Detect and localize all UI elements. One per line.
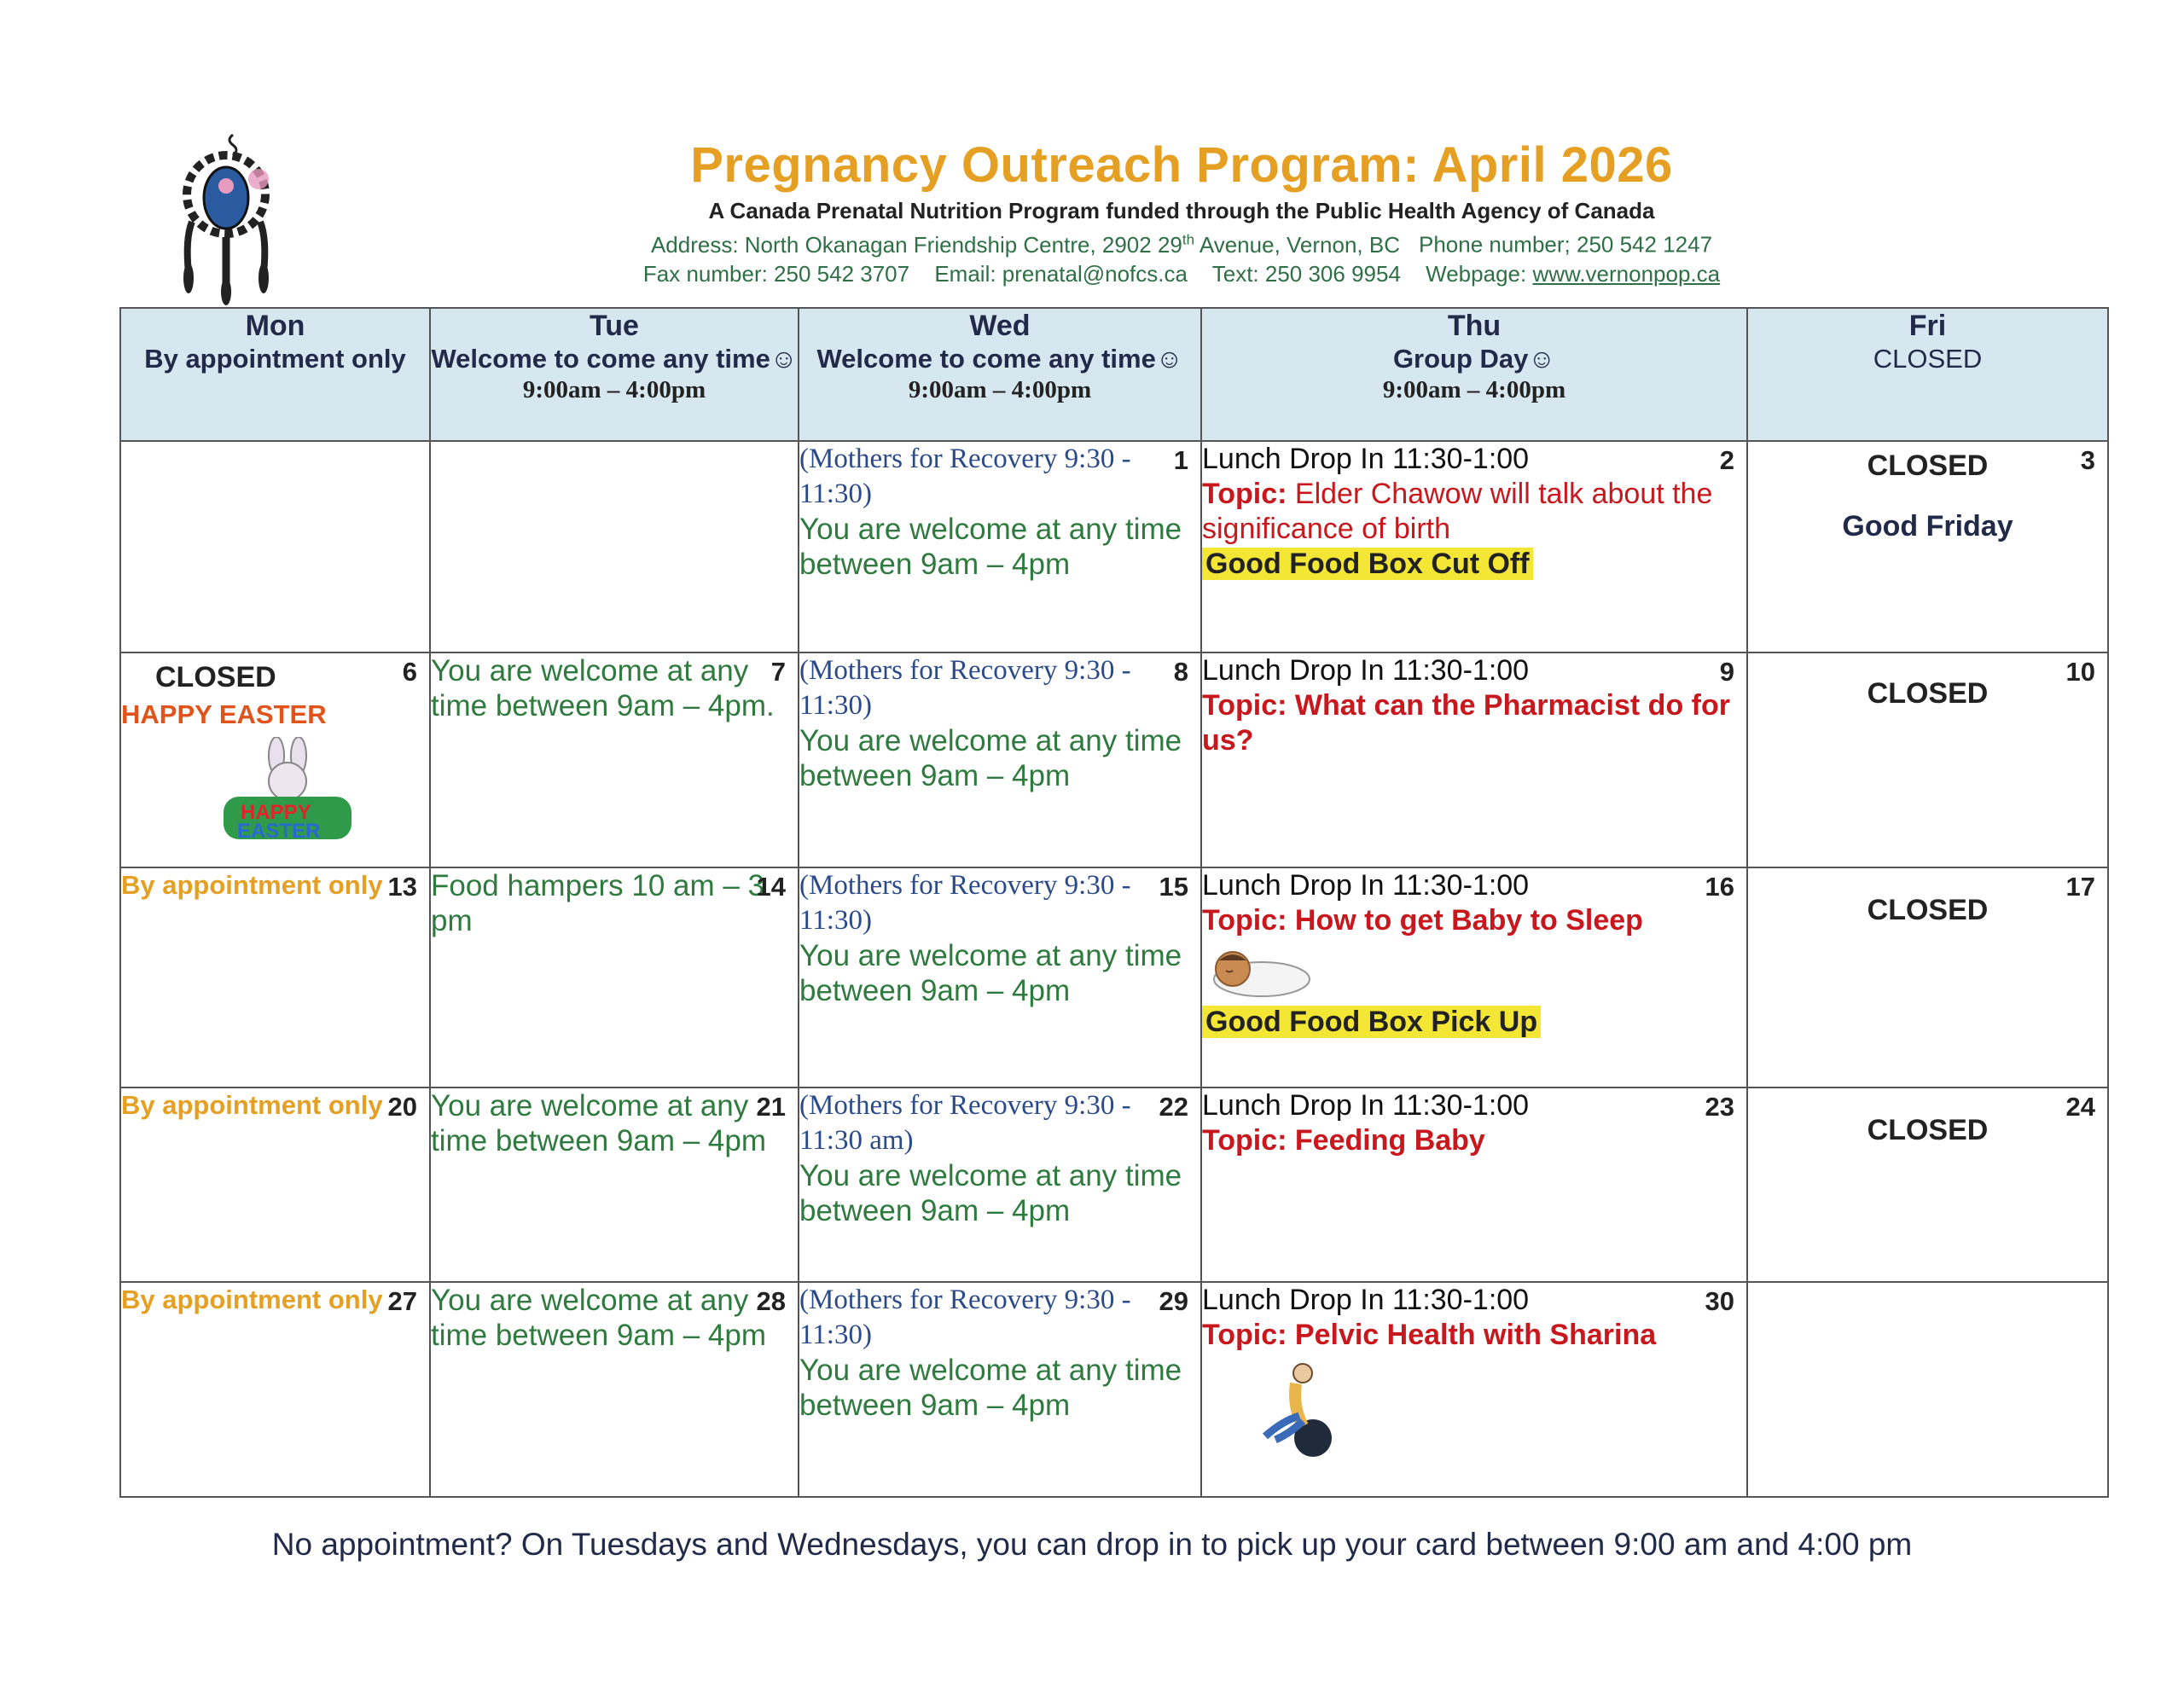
welcome-note: You are welcome at any time between 9am – 4pm xyxy=(799,724,1182,792)
day-number: 20 xyxy=(387,1092,417,1122)
easter-bunny-icon xyxy=(215,737,360,848)
day-number: 1 xyxy=(1173,445,1188,475)
column-header-tue: Tue Welcome to come any time☺ 9:00am – 4:00pm xyxy=(430,308,799,441)
day-cell-27 xyxy=(120,1282,430,1497)
appointment-note: By appointment only xyxy=(121,1285,383,1314)
welcome-note: You are welcome at any time between 9am – 4pm xyxy=(799,513,1182,581)
topic-text: Topic: Feeding Baby xyxy=(1202,1124,1485,1157)
day-number: 9 xyxy=(1719,657,1734,687)
day-number: 29 xyxy=(1159,1286,1188,1316)
day-cell-6 xyxy=(120,652,430,867)
day-number: 23 xyxy=(1705,1092,1734,1122)
page-header xyxy=(478,135,1885,288)
webpage-link[interactable]: www.vernonpop.ca xyxy=(1532,260,1721,287)
day-number: 24 xyxy=(2065,1092,2095,1122)
day-cell-7 xyxy=(430,652,799,867)
holiday-label: HAPPY EASTER xyxy=(121,699,327,729)
mothers-for-recovery-note: (Mothers for Recovery 9:30 - 11:30 am) xyxy=(799,1090,1131,1156)
day-number: 30 xyxy=(1705,1286,1734,1316)
mothers-for-recovery-note: (Mothers for Recovery 9:30 - 11:30) xyxy=(799,870,1131,936)
calendar-table xyxy=(119,307,2109,1498)
day-cell-23 xyxy=(1201,1088,1747,1282)
topic-text: Topic: How to get Baby to Sleep xyxy=(1202,904,1643,937)
welcome-note: You are welcome at any time between 9am – 4pm xyxy=(799,1159,1182,1227)
welcome-note: You are welcome at any time between 9am – 4pm xyxy=(431,1284,766,1352)
day-cell-14 xyxy=(430,867,799,1088)
day-cell-30 xyxy=(1201,1282,1747,1497)
calendar-week-5 xyxy=(120,1282,2108,1497)
day-number: 6 xyxy=(402,657,417,687)
calendar-week-1 xyxy=(120,441,2108,652)
topic-text: Topic: Elder Chawow will talk about the significance of birth xyxy=(1202,478,1713,545)
column-header-thu: Thu Group Day☺ 9:00am – 4:00pm xyxy=(1201,308,1747,441)
day-number: 2 xyxy=(1719,445,1734,475)
contact-line-1 xyxy=(478,225,1885,259)
day-cell-8 xyxy=(799,652,1201,867)
fax-text: Fax number: 250 542 3707 xyxy=(642,260,910,287)
column-header-wed: Wed Welcome to come any time☺ 9:00am – 4:00pm xyxy=(799,308,1201,441)
lunch-drop-in: Lunch Drop In 11:30-1:00 xyxy=(1202,1284,1530,1316)
footer-note: No appointment? On Tuesdays and Wednesdays, you can drop in to pick up your card between 9:00 am and 4:00 pm xyxy=(271,1527,1913,1562)
food-hampers-note: Food hampers 10 am – 3 pm xyxy=(431,869,765,937)
day-number: 21 xyxy=(756,1092,786,1122)
day-number: 17 xyxy=(2065,872,2095,902)
welcome-note: You are welcome at any time between 9am – 4pm xyxy=(799,939,1182,1007)
holiday-label: Good Friday xyxy=(1842,510,2013,542)
day-cell-24 xyxy=(1747,1088,2108,1282)
mothers-for-recovery-note: (Mothers for Recovery 9:30 - 11:30) xyxy=(799,1285,1131,1350)
day-number: 8 xyxy=(1173,657,1188,687)
lunch-drop-in: Lunch Drop In 11:30-1:00 xyxy=(1202,869,1530,902)
lunch-drop-in: Lunch Drop In 11:30-1:00 xyxy=(1202,443,1530,475)
appointment-note: By appointment only xyxy=(121,870,383,900)
day-number: 10 xyxy=(2065,657,2095,687)
day-cell-9 xyxy=(1201,652,1747,867)
topic-text: Topic: What can the Pharmacist do for us? xyxy=(1202,689,1730,757)
welcome-note: You are welcome at any time between 9am – 4pm. xyxy=(431,654,775,722)
text-number: Text: 250 306 9954 xyxy=(1211,260,1401,287)
welcome-note: You are welcome at any time between 9am – 4pm xyxy=(431,1089,766,1157)
closed-label: CLOSED xyxy=(155,661,276,693)
email-text: Email: prenatal@nofcs.ca xyxy=(934,260,1188,287)
day-number: 28 xyxy=(756,1286,786,1316)
closed-label: CLOSED xyxy=(1867,1114,1989,1146)
welcome-note: You are welcome at any time between 9am – 4pm xyxy=(799,1354,1182,1422)
good-food-box-badge: Good Food Box Cut Off xyxy=(1202,548,1533,580)
phone-text: Phone number; 250 542 1247 xyxy=(1418,231,1713,258)
day-number: 13 xyxy=(387,872,417,902)
day-cell-22 xyxy=(799,1088,1201,1282)
page-title: Pregnancy Outreach Program: April 2026 xyxy=(690,137,1673,193)
calendar-week-3 xyxy=(120,867,2108,1088)
day-cell-13 xyxy=(120,867,430,1088)
calendar-week-2 xyxy=(120,652,2108,867)
day-cell-2 xyxy=(1201,441,1747,652)
address-text: Address: North Okanagan Friendship Centre, 2902 29th Avenue, Vernon, BC xyxy=(650,231,1400,258)
calendar-week-4 xyxy=(120,1088,2108,1282)
day-cell-21 xyxy=(430,1088,799,1282)
mothers-for-recovery-note: (Mothers for Recovery 9:30 - 11:30) xyxy=(799,655,1131,721)
svg-text:EASTER: EASTER xyxy=(237,820,321,843)
day-number: 15 xyxy=(1159,872,1188,902)
day-number: 22 xyxy=(1159,1092,1188,1122)
mothers-for-recovery-note: (Mothers for Recovery 9:30 - 11:30) xyxy=(799,444,1131,509)
contact-line-2 xyxy=(478,259,1885,288)
day-number: 27 xyxy=(387,1286,417,1316)
svg-text:HAPPY: HAPPY xyxy=(241,801,311,824)
topic-text: Topic: Pelvic Health with Sharina xyxy=(1202,1319,1657,1351)
day-cell-16 xyxy=(1201,867,1747,1088)
day-number: 16 xyxy=(1705,872,1734,902)
day-cell-20 xyxy=(120,1088,430,1282)
woman-on-ball-icon xyxy=(1253,1356,1347,1459)
lunch-drop-in: Lunch Drop In 11:30-1:00 xyxy=(1202,654,1530,687)
closed-label: CLOSED xyxy=(1867,677,1989,710)
day-cell-1 xyxy=(799,441,1201,652)
column-header-fri: Fri CLOSED xyxy=(1747,308,2108,441)
day-cell-10 xyxy=(1747,652,2108,867)
day-cell-15 xyxy=(799,867,1201,1088)
page-subtitle: A Canada Prenatal Nutrition Program funded through the Public Health Agency of Canada xyxy=(708,198,1655,223)
day-cell-empty xyxy=(120,441,430,652)
day-number: 7 xyxy=(770,657,786,687)
dreamcatcher-logo-icon xyxy=(158,128,294,307)
webpage-label: Webpage: xyxy=(1426,260,1533,287)
appointment-note: By appointment only xyxy=(121,1090,383,1120)
day-cell-empty xyxy=(1747,1282,2108,1497)
day-number: 14 xyxy=(756,872,786,902)
calendar-header-row xyxy=(120,308,2108,441)
closed-label: CLOSED xyxy=(1867,894,1989,926)
closed-label: CLOSED xyxy=(1867,450,1989,482)
day-number: 3 xyxy=(2080,445,2095,475)
sleeping-baby-icon xyxy=(1202,940,1313,1001)
good-food-box-badge: Good Food Box Pick Up xyxy=(1202,1006,1541,1038)
day-cell-29 xyxy=(799,1282,1201,1497)
day-cell-17 xyxy=(1747,867,2108,1088)
lunch-drop-in: Lunch Drop In 11:30-1:00 xyxy=(1202,1089,1530,1122)
day-cell-28 xyxy=(430,1282,799,1497)
day-cell-3 xyxy=(1747,441,2108,652)
day-cell-empty xyxy=(430,441,799,652)
column-header-mon: Mon By appointment only xyxy=(120,308,430,441)
